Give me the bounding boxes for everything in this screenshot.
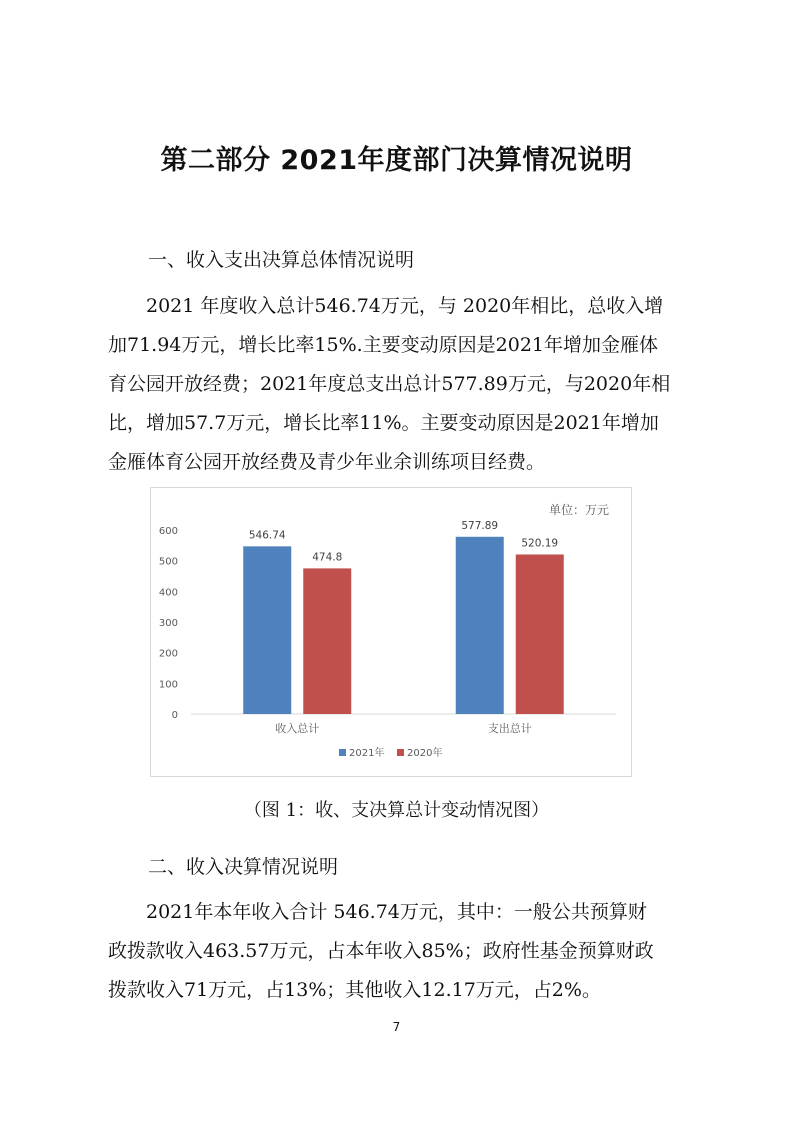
x-tick-label: 收入总计 <box>275 722 320 735</box>
legend-label: 2020年 <box>407 748 443 759</box>
y-tick-label: 0 <box>171 710 178 721</box>
paragraph-line: 育公园开放经费；2021年度总支出总计577.89万元，与2020年相 <box>108 373 671 395</box>
page-title: 第二部分 2021年度部门决算情况说明 <box>160 145 633 176</box>
bar-2-2 <box>516 554 564 714</box>
data-label: 546.74 <box>248 529 286 542</box>
y-tick-label: 100 <box>158 679 178 691</box>
bar-1-1 <box>243 546 291 714</box>
legend-swatch-1 <box>339 749 346 756</box>
bar-chart <box>150 487 632 777</box>
unit-label: 单位：万元 <box>548 503 609 517</box>
legend-label: 2021年 <box>349 748 385 759</box>
page-number: 7 <box>392 1020 401 1034</box>
x-tick-label: 支出总计 <box>487 722 532 735</box>
data-label: 520.19 <box>521 537 559 550</box>
figure-caption: （图 1：收、支决算总计变动情况图） <box>243 800 550 821</box>
paragraph-line: 2021年本年收入合计 546.74万元，其中：一般公共预算财 <box>146 901 647 923</box>
section1-heading: 一、收入支出决算总体情况说明 <box>148 249 415 271</box>
y-tick-label: 300 <box>158 618 178 629</box>
bar-1-2 <box>456 537 504 714</box>
y-tick-label: 600 <box>158 526 178 537</box>
section2-paragraph <box>108 893 688 1010</box>
paragraph-line: 金雁体育公园开放经费及青少年业余训练项目经费。 <box>108 451 546 473</box>
legend-swatch-2 <box>397 749 404 756</box>
data-label: 474.8 <box>312 551 343 564</box>
y-tick-label: 400 <box>158 587 178 599</box>
bar-chart-svg <box>151 488 631 776</box>
section2-heading: 二、收入决算情况说明 <box>148 856 339 878</box>
bar-2-1 <box>303 568 351 714</box>
y-tick-label: 500 <box>158 556 178 568</box>
paragraph-line: 比，增加57.7万元，增长比率11%。主要变动原因是2021年增加 <box>108 412 659 434</box>
paragraph-line: 加71.94万元，增长比率15%.主要变动原因是2021年增加金雁体 <box>108 334 659 356</box>
paragraph-line: 政拨款收入463.57万元，占本年收入85%；政府性基金预算财政 <box>108 940 654 962</box>
section1-paragraph <box>108 287 688 482</box>
data-label: 577.89 <box>461 519 499 532</box>
y-tick-label: 200 <box>158 648 178 660</box>
paragraph-line: 拨款收入71万元，占13%；其他收入12.17万元，占2%。 <box>108 979 601 1001</box>
paragraph-line: 2021 年度收入总计546.74万元，与 2020年相比，总收入增 <box>146 295 664 317</box>
